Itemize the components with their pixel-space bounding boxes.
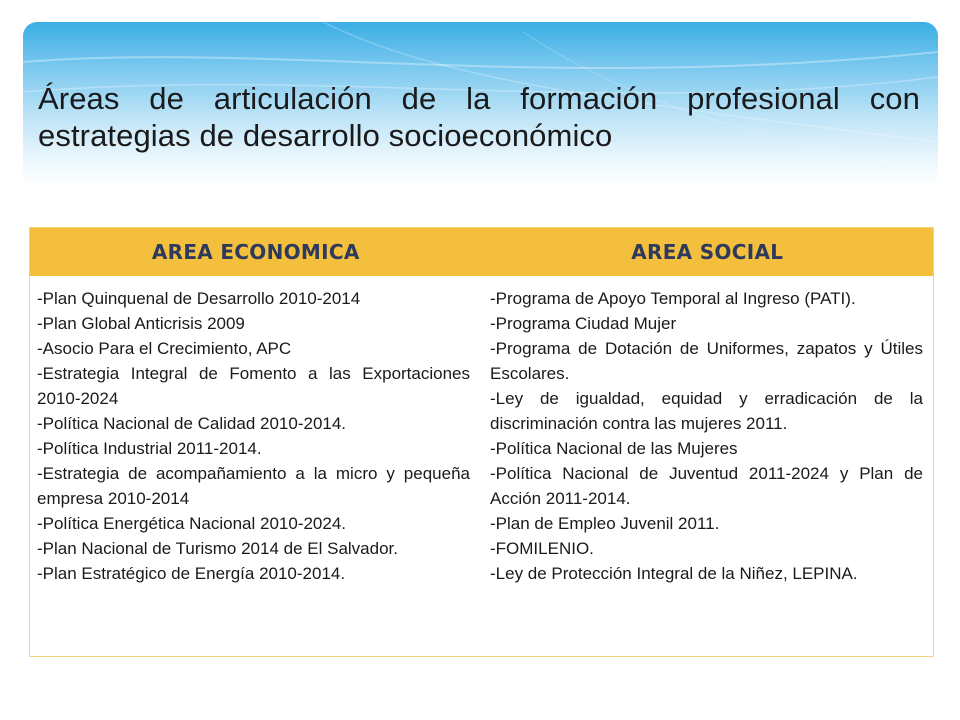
list-item: -Asocio Para el Crecimiento, APC — [37, 339, 292, 358]
list-item: -Estrategia Integral de Fomento a las Exportaciones 2010-2024 — [37, 364, 470, 408]
list-item: -Programa de Dotación de Uniformes, zapatos y Útiles Escolares. — [490, 339, 923, 383]
table-body — [30, 276, 933, 586]
header-area-social: AREA SOCIAL — [631, 240, 784, 264]
list-item: -Plan Global Anticrisis 2009 — [37, 314, 245, 333]
economica-list — [37, 286, 470, 586]
areas-table — [29, 227, 934, 657]
list-item: -Política Nacional de las Mujeres — [490, 439, 738, 458]
list-item: -Ley de Protección Integral de la Niñez, LEPINA. — [490, 564, 858, 583]
list-item: -Política Industrial 2011-2014. — [37, 439, 262, 458]
list-item: -Estrategia de acompañamiento a la micro y pequeña empresa 2010-2014 — [37, 464, 470, 508]
list-item: -Plan Nacional de Turismo 2014 de El Salvador. — [37, 539, 398, 558]
page-title: Áreas de articulación de la formación profesional con estrategias de desarrollo socioeconómico — [38, 81, 920, 153]
list-item: -Plan Quinquenal de Desarrollo 2010-2014 — [37, 289, 361, 308]
list-item: -Programa de Apoyo Temporal al Ingreso (PATI). — [490, 289, 856, 308]
column-economica — [30, 276, 478, 586]
table-header — [30, 228, 933, 276]
social-list — [490, 286, 923, 586]
list-item: -FOMILENIO. — [490, 539, 594, 558]
list-item: -Plan de Empleo Juvenil 2011. — [490, 514, 720, 533]
list-item: -Plan Estratégico de Energía 2010-2014. — [37, 564, 346, 583]
column-social — [478, 276, 933, 586]
list-item: -Programa Ciudad Mujer — [490, 314, 677, 333]
list-item: -Política Nacional de Juventud 2011-2024 y Plan de Acción 2011-2014. — [490, 464, 923, 508]
list-item: -Ley de igualdad, equidad y erradicación de la discriminación contra las mujeres 2011. — [490, 389, 923, 433]
header-area-economica: AREA ECONOMICA — [151, 240, 360, 264]
list-item: -Política Nacional de Calidad 2010-2014. — [37, 414, 347, 433]
list-item: -Política Energética Nacional 2010-2024. — [37, 514, 347, 533]
